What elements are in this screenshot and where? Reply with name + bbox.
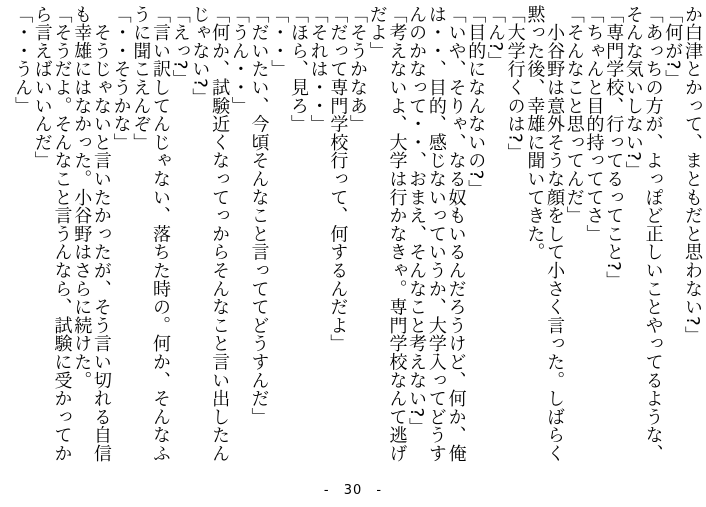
text-line: 「そうかなあ」 [347, 5, 369, 134]
text-line: じゃない?」 [189, 5, 211, 107]
text-line: ら言えばいいんだ」 [31, 5, 53, 170]
text-line: だよ」 [366, 5, 388, 60]
text-line: 「いや、そりゃ、なる奴もいるんだろうけど、何か、俺 [445, 5, 467, 463]
text-line: 「考えないよ、大学は行かなきゃ。専門学校なんて逃げ [386, 5, 408, 463]
page-number: - 30 - [323, 483, 383, 498]
text-line: 「・・」 [268, 5, 290, 79]
text-line: んのかなって・・、おまえ、そんなこと考えない?」 [406, 5, 428, 436]
text-line: 「・・そうかな」 [110, 5, 132, 152]
text-line: 「ん?」 [484, 5, 506, 70]
text-line: 「だいたい、今頃そんなこと言っててどうすんだ」 [248, 5, 270, 426]
text-line: も幸雄にはなかった。小谷野はさらに続けた。 [71, 5, 93, 390]
text-line: 「言い訳してんじゃない、落ちた時の。何か、そんなふ [150, 5, 172, 463]
text-line: 「ちゃんと目的持っててさ」 [583, 5, 605, 243]
text-line: か白津とかって、まともだと思わない?」 [682, 5, 703, 345]
text-line: 「大学行くのは?」 [504, 5, 526, 162]
text-line: 「うん・・」 [228, 5, 250, 115]
text-line: は・・、目的、感じないっていうか、大学入ってどうす [425, 5, 447, 463]
text-line: 「ほら、見ろ」 [287, 5, 309, 134]
text-line: 「そうだよ。そんなこと言うんなら、試験に受かってか [51, 5, 73, 463]
text-line: 「それは・・」 [307, 5, 329, 134]
text-line: そうじゃないと言いたかったが、そう言い切れる自信 [90, 5, 112, 463]
text-line: 「専門学校、行ってるってこと?」 [603, 5, 625, 290]
text-line: 「えっ?」 [169, 5, 191, 89]
text-line: 「何か、試験近くなってっからそんなこと言い出したん [209, 5, 231, 463]
text-line: そんな気いしない?」 [622, 5, 644, 180]
text-line: 「・・うん」 [12, 5, 34, 115]
vertical-text-block [12, 5, 702, 467]
text-line: 小谷野は意外そうな顔をして小さく言った。しばらく [544, 5, 566, 463]
text-line: 黙った後、幸雄に聞いてきた。 [524, 5, 546, 262]
text-line: 「何が?」 [662, 5, 684, 89]
text-line: うに聞こえんぞ」 [130, 5, 152, 152]
text-line: 「だって専門学校行って、何するんだよ」 [327, 5, 349, 353]
text-line: 「そんなこと思ってんだ」 [563, 5, 585, 225]
text-line: 「目的になんないの?」 [465, 5, 487, 198]
text-line: 「あっちの方が、よっぽど正しいことやってるような、 [642, 5, 664, 463]
